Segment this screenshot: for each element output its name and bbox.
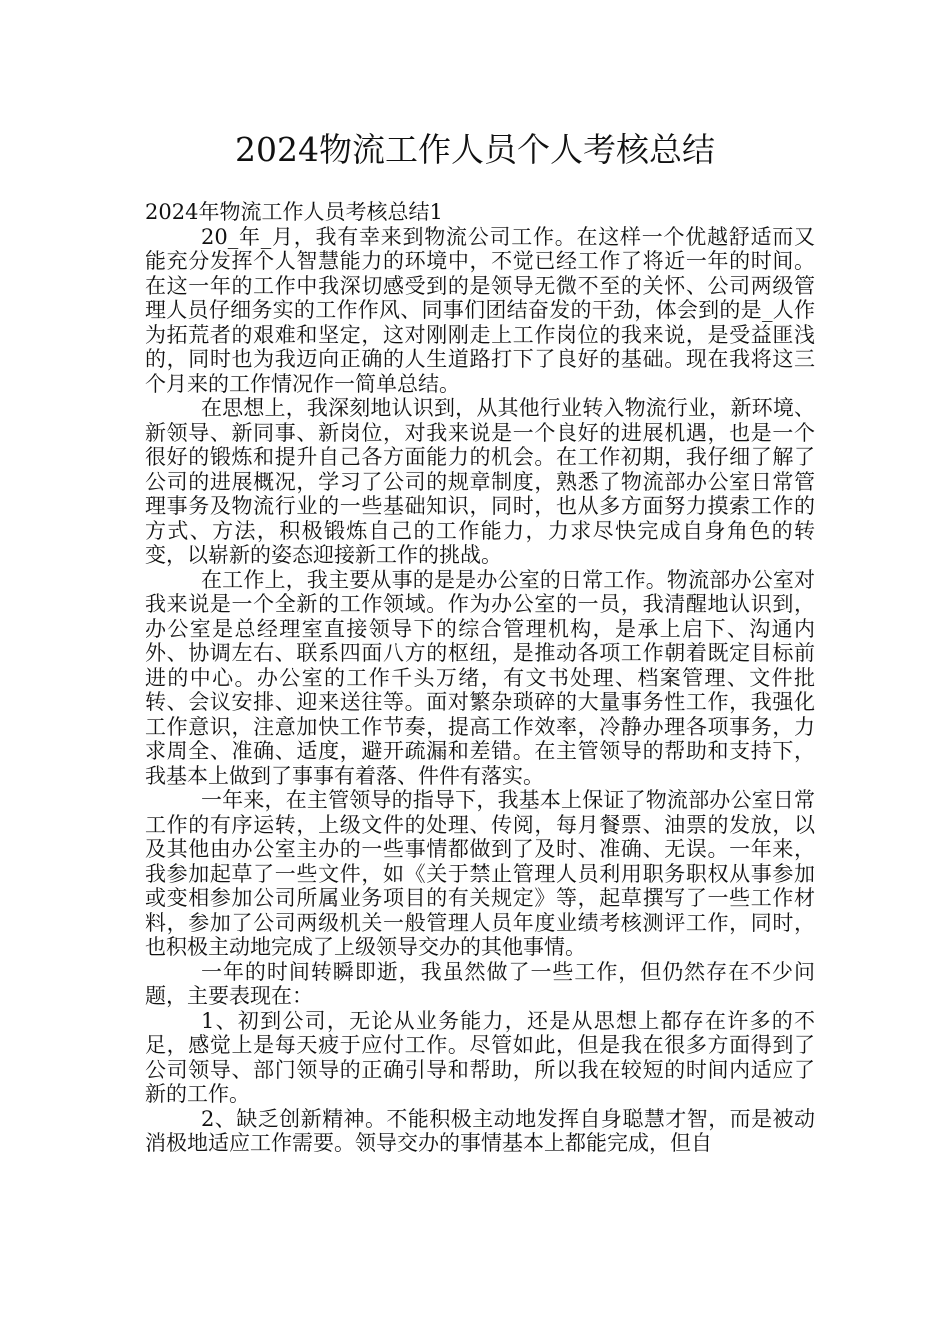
paragraph: 20_年_月，我有幸来到物流公司工作。在这样一个优越舒适而又能充分发挥个人智慧能力的环境中，不觉已经工作了将近一年的时间。在这一年的工作中我深切感受到的是领导无微不至的关怀、公司两级管理人员仔细务实的工作作风、同事们团结奋发的干劲，体会到的是_人作为拓荒者的艰难和坚定，这对刚刚走上工作岗位的我来说，是受益匪浅的，同时也为我迈向正确的人生道路打下了良好的基础。现在我将这三个月来的工作情况作一简单总结。 <box>145 224 815 396</box>
paragraph: 一年的时间转瞬即逝，我虽然做了一些工作，但仍然存在不少问题，主要表现在： <box>145 959 815 1008</box>
document-title: 2024物流工作人员个人考核总结 <box>235 130 715 169</box>
section-heading: 2024年物流工作人员考核总结1 <box>145 200 443 224</box>
list-item: 2、缺乏创新精神。不能积极主动地发挥自身聪慧才智，而是被动消极地适应工作需要。领导交办的事情基本上都能完成，但自 <box>145 1106 815 1155</box>
paragraph: 在工作上，我主要从事的是是办公室的日常工作。物流部办公室对我来说是一个全新的工作领域。作为办公室的一员，我清醒地认识到，办公室是总经理室直接领导下的综合管理机构，是承上启下、沟通内外、协调左右、联系四面八方的枢纽，是推动各项工作朝着既定目标前进的中心。办公室的工作千头万绪，有文书处理、档案管理、文件批转、会议安排、迎来送往等。面对繁杂琐碎的大量事务性工作，我强化工作意识，注意加快工作节奏，提高工作效率，冷静办理各项事务，力求周全、准确、适度，避开疏漏和差错。在主管领导的帮助和支持下，我基本上做到了事事有着落、件件有落实。 <box>145 567 815 788</box>
document-body <box>145 200 815 1156</box>
paragraph: 一年来，在主管领导的指导下，我基本上保证了物流部办公室日常工作的有序运转，上级文件的处理、传阅，每月餐票、油票的发放，以及其他由办公室主办的一些事情都做到了及时、准确、无误。一年来，我参加起草了一些文件，如《关于禁止管理人员利用职务职权从事参加或变相参加公司所属业务项目的有关规定》等，起草撰写了一些工作材料，参加了公司两级机关一般管理人员年度业绩考核测评工作，同时，也积极主动地完成了上级领导交办的其他事情。 <box>145 788 815 959</box>
paragraph: 在思想上，我深刻地认识到，从其他行业转入物流行业，新环境、新领导、新同事、新岗位，对我来说是一个良好的进展机遇，也是一个很好的锻炼和提升自己各方面能力的机会。在工作初期，我仔细了解了公司的进展概况，学习了公司的规章制度，熟悉了物流部办公室日常管理事务及物流行业的一些基础知识，同时，也从多方面努力摸索工作的方式、方法，积极锻炼自己的工作能力，力求尽快完成自身角色的转变，以崭新的姿态迎接新工作的挑战。 <box>145 396 815 567</box>
list-item: 1、初到公司，无论从业务能力，还是从思想上都存在许多的不足，感觉上是每天疲于应付工作。尽管如此，但是我在很多方面得到了公司领导、部门领导的正确引导和帮助，所以我在较短的时间内适应了新的工作。 <box>145 1008 815 1106</box>
